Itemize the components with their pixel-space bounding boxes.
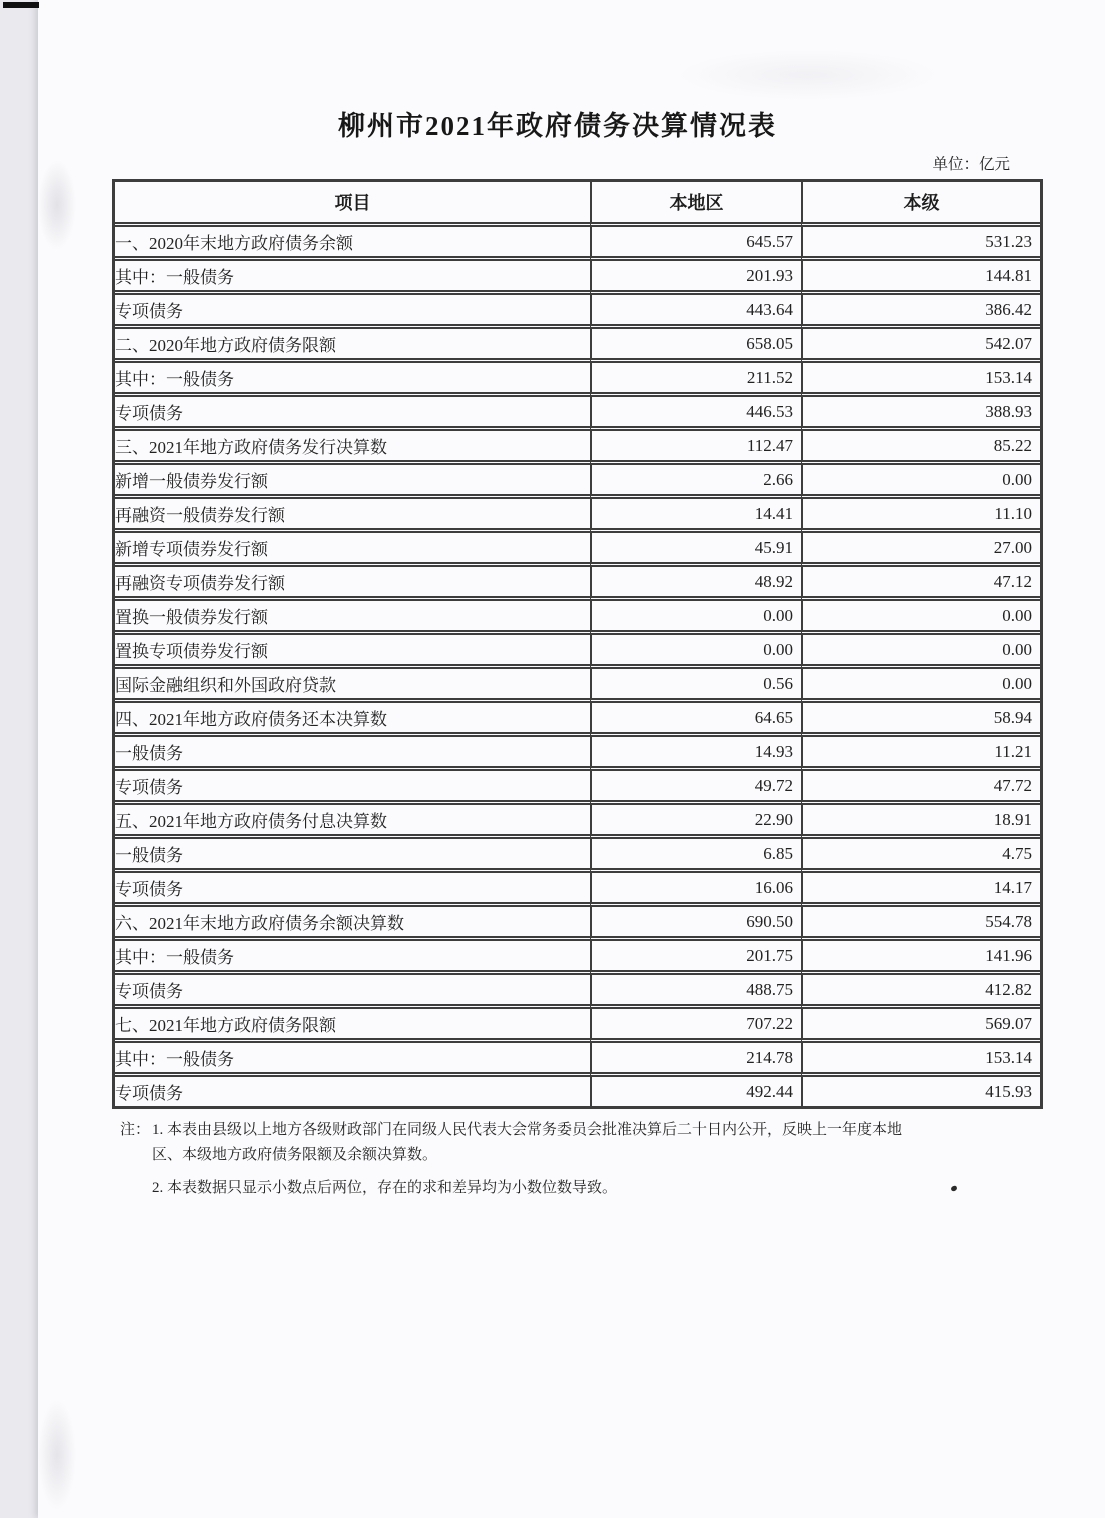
notes-block (120, 1118, 1070, 1201)
table-row (115, 630, 1040, 664)
level-value-cell: 14.17 (801, 868, 1040, 902)
level-value-cell: 141.96 (801, 936, 1040, 970)
region-value-cell: 48.92 (590, 562, 801, 596)
debt-table (112, 179, 1043, 1109)
level-value-cell: 85.22 (801, 426, 1040, 460)
region-value-cell: 14.41 (590, 494, 801, 528)
region-value-cell: 690.50 (590, 902, 801, 936)
row-label-cell: 五、2021年地方政府债务付息决算数 (115, 800, 590, 834)
level-value-cell: 58.94 (801, 698, 1040, 732)
region-value-cell: 16.06 (590, 868, 801, 902)
scan-smudge (38, 160, 76, 250)
table-row (115, 732, 1040, 766)
table-row (115, 528, 1040, 562)
region-value-cell: 645.57 (590, 222, 801, 256)
table-row (115, 902, 1040, 936)
region-value-cell: 0.00 (590, 630, 801, 664)
region-value-cell: 492.44 (590, 1072, 801, 1106)
header-row (115, 182, 1040, 222)
table-row (115, 324, 1040, 358)
header-region: 本地区 (590, 182, 801, 222)
region-value-cell: 446.53 (590, 392, 801, 426)
notes-label: 注： (120, 1122, 151, 1138)
level-value-cell: 27.00 (801, 528, 1040, 562)
region-value-cell: 6.85 (590, 834, 801, 868)
level-value-cell: 0.00 (801, 630, 1040, 664)
region-value-cell: 488.75 (590, 970, 801, 1004)
row-label-cell: 新增一般债券发行额 (115, 460, 590, 494)
row-label-cell: 置换专项债券发行额 (115, 630, 590, 664)
row-label-cell: 其中：一般债务 (115, 1038, 590, 1072)
level-value-cell: 47.72 (801, 766, 1040, 800)
level-value-cell: 11.10 (801, 494, 1040, 528)
level-value-cell: 144.81 (801, 256, 1040, 290)
table-row (115, 936, 1040, 970)
region-value-cell: 214.78 (590, 1038, 801, 1072)
level-value-cell: 0.00 (801, 460, 1040, 494)
table-row (115, 664, 1040, 698)
level-value-cell: 388.93 (801, 392, 1040, 426)
scan-smudge (678, 50, 938, 100)
row-label-cell: 六、2021年末地方政府债务余额决算数 (115, 902, 590, 936)
row-label-cell: 置换一般债券发行额 (115, 596, 590, 630)
row-label-cell: 专项债务 (115, 766, 590, 800)
region-value-cell: 211.52 (590, 358, 801, 392)
region-value-cell: 201.75 (590, 936, 801, 970)
region-value-cell: 64.65 (590, 698, 801, 732)
scan-corner-mark (3, 2, 39, 8)
region-value-cell: 14.93 (590, 732, 801, 766)
note-2: 2. 本表数据只显示小数点后两位，存在的求和差异均为小数位数导致。 (152, 1180, 618, 1196)
row-label-cell: 专项债务 (115, 1072, 590, 1106)
row-label-cell: 其中：一般债务 (115, 256, 590, 290)
region-value-cell: 201.93 (590, 256, 801, 290)
row-label-cell: 再融资一般债券发行额 (115, 494, 590, 528)
region-value-cell: 658.05 (590, 324, 801, 358)
level-value-cell: 415.93 (801, 1072, 1040, 1106)
table-row (115, 868, 1040, 902)
row-label-cell: 新增专项债券发行额 (115, 528, 590, 562)
debt-table-head (115, 182, 1040, 222)
region-value-cell: 0.56 (590, 664, 801, 698)
table-row (115, 494, 1040, 528)
level-value-cell: 0.00 (801, 664, 1040, 698)
table-row (115, 834, 1040, 868)
unit-label: 单位：亿元 (932, 156, 1010, 173)
table-row (115, 256, 1040, 290)
table-row (115, 392, 1040, 426)
level-value-cell: 47.12 (801, 562, 1040, 596)
row-label-cell: 一般债务 (115, 834, 590, 868)
table-row (115, 358, 1040, 392)
table-row (115, 596, 1040, 630)
row-label-cell: 再融资专项债券发行额 (115, 562, 590, 596)
table-row (115, 970, 1040, 1004)
table-row (115, 766, 1040, 800)
region-value-cell: 112.47 (590, 426, 801, 460)
row-label-cell: 专项债务 (115, 290, 590, 324)
row-label-cell: 专项债务 (115, 868, 590, 902)
level-value-cell: 11.21 (801, 732, 1040, 766)
table-row (115, 290, 1040, 324)
level-value-cell: 153.14 (801, 1038, 1040, 1072)
scanned-page (38, 0, 1105, 1518)
table-row (115, 426, 1040, 460)
page-title: 柳州市2021年政府债务决算情况表 (338, 111, 777, 141)
row-label-cell: 专项债务 (115, 392, 590, 426)
table-row (115, 1038, 1040, 1072)
note-1-line-2: 区、本级地方政府债务限额及余额决算数。 (152, 1147, 438, 1163)
row-label-cell: 二、2020年地方政府债务限额 (115, 324, 590, 358)
level-value-cell: 0.00 (801, 596, 1040, 630)
level-value-cell: 153.14 (801, 358, 1040, 392)
table-row (115, 698, 1040, 732)
level-value-cell: 569.07 (801, 1004, 1040, 1038)
table-row (115, 460, 1040, 494)
row-label-cell: 国际金融组织和外国政府贷款 (115, 664, 590, 698)
scan-smudge (38, 1400, 76, 1510)
debt-table-body (115, 222, 1040, 1106)
region-value-cell: 443.64 (590, 290, 801, 324)
note-1 (152, 1118, 1070, 1201)
row-label-cell: 其中：一般债务 (115, 936, 590, 970)
table-row (115, 1072, 1040, 1106)
region-value-cell: 2.66 (590, 460, 801, 494)
header-level: 本级 (801, 182, 1040, 222)
row-label-cell: 三、2021年地方政府债务发行决算数 (115, 426, 590, 460)
region-value-cell: 49.72 (590, 766, 801, 800)
table-row (115, 562, 1040, 596)
region-value-cell: 0.00 (590, 596, 801, 630)
table-row (115, 800, 1040, 834)
region-value-cell: 707.22 (590, 1004, 801, 1038)
level-value-cell: 531.23 (801, 222, 1040, 256)
row-label-cell: 一般债务 (115, 732, 590, 766)
header-item: 项目 (334, 193, 371, 213)
row-label-cell: 四、2021年地方政府债务还本决算数 (115, 698, 590, 732)
level-value-cell: 412.82 (801, 970, 1040, 1004)
level-value-cell: 18.91 (801, 800, 1040, 834)
note-1-line-1: 1. 本表由县级以上地方各级财政部门在同级人民代表大会常务委员会批准决算后二十日内公开，反映上一年度本地 (152, 1122, 903, 1138)
level-value-cell: 386.42 (801, 290, 1040, 324)
level-value-cell: 542.07 (801, 324, 1040, 358)
region-value-cell: 22.90 (590, 800, 801, 834)
level-value-cell: 4.75 (801, 834, 1040, 868)
row-label-cell: 一、2020年末地方政府债务余额 (115, 222, 590, 256)
level-value-cell: 554.78 (801, 902, 1040, 936)
row-label-cell: 七、2021年地方政府债务限额 (115, 1004, 590, 1038)
region-value-cell: 45.91 (590, 528, 801, 562)
row-label-cell: 专项债务 (115, 970, 590, 1004)
table-row (115, 1004, 1040, 1038)
row-label-cell: 其中：一般债务 (115, 358, 590, 392)
table-row (115, 222, 1040, 256)
